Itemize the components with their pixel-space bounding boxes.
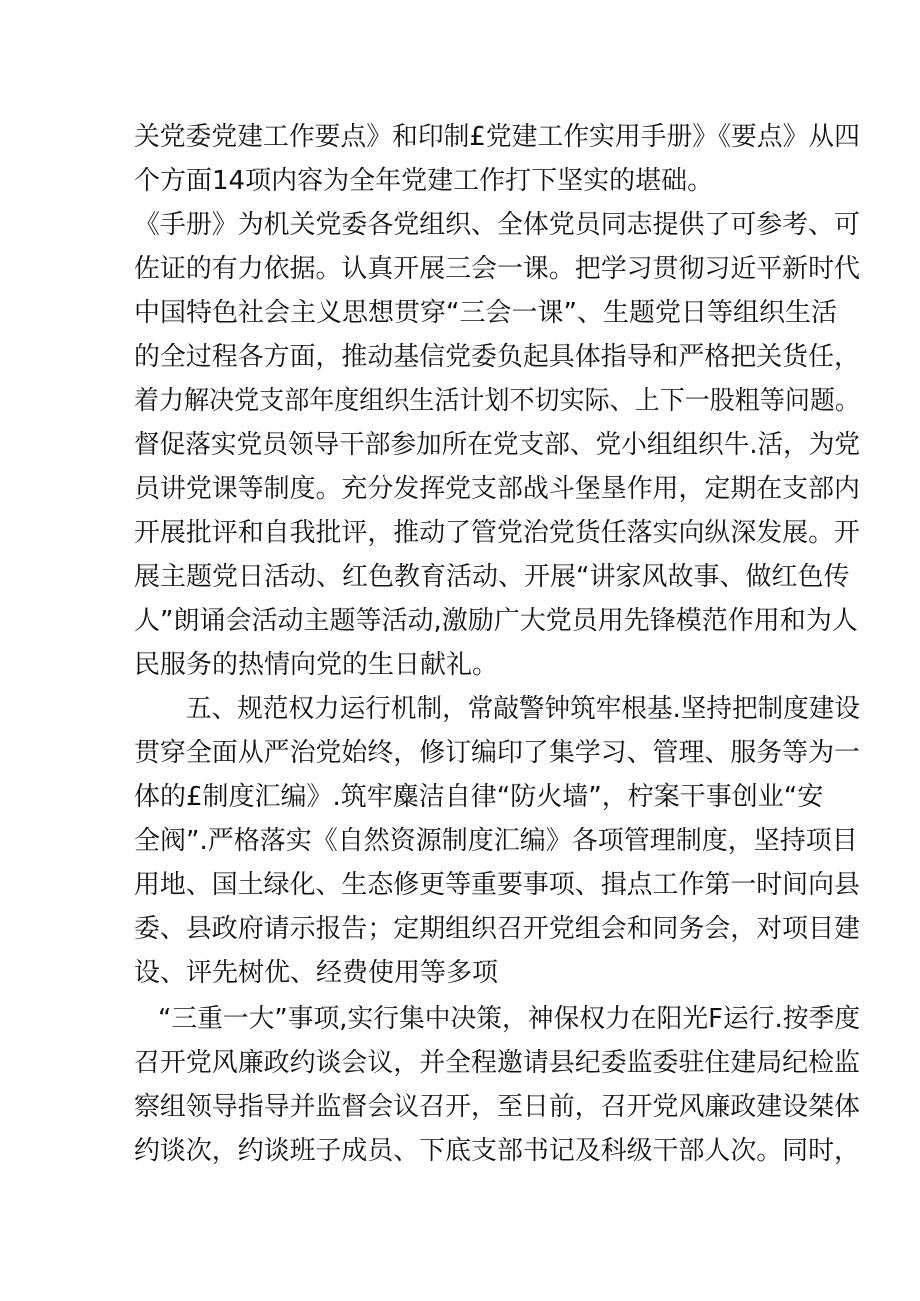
- text-line: 个方面14项内容为全年党建工作打下坚实的堪础。: [134, 166, 714, 196]
- text-line: 人”朗诵会活动主题等活动,激励广大党员用先锋模范作用和为人: [134, 606, 858, 636]
- text-line: 督促落实党员领导干部参加所在党支部、党小组组织牛.活，为党: [134, 430, 861, 460]
- text-line: 贯穿全面从严治党始终，修订编印了集学习、管理、服务等为一: [134, 738, 860, 768]
- text-line: 体的£制度汇编》.筑牢麋洁自律“防火墙”，柠案干事创业“安: [134, 782, 824, 812]
- text-line: 佐证的有力依据。认真开展三会一课。把学习贯彻习近平新时代: [134, 254, 860, 284]
- text-line: 的全过程各方面，推动基信党委负起具体指导和严格把关货任，: [134, 342, 860, 372]
- text-line: 约谈次，约谈班子成员、下底支部书记及科级干部人次。同时，: [134, 1136, 860, 1166]
- text-line: 用地、国土绿化、生态修更等重要事项、揖点工作第一时间向县: [134, 870, 860, 900]
- text-line: 召开党风廉政约谈会议，并全程邀请县纪委监委驻住建局纪检监: [134, 1048, 860, 1078]
- text-line: 五、规范权力运行机制，常敲警钟筑牢根基.坚持把制度建设: [186, 694, 861, 724]
- text-line: 着力解决党支部年度组织生活计划不切实际、上下一股粗等问题。: [134, 386, 860, 416]
- text-line: 开展批评和自我批评，推动了管党治党货任落实向纵深发展。开: [134, 518, 860, 548]
- text-line: 中国特色社会主义思想贯穿“三会一课”、生题党日等组织生活: [134, 298, 837, 328]
- text-line: 委、县政府请示报告；定期组织召开党组会和同务会，对项目建: [134, 914, 860, 944]
- text-line: 民服务的热情向党的生日献礼。: [134, 650, 499, 680]
- text-line: 员讲党课等制度。充分发挥党支部战斗堡垦作用，定期在支部内: [134, 474, 860, 504]
- text-line: “三重一大”事项,实行集中决策，神保权力在阳光F运行.按季度: [158, 1004, 860, 1034]
- text-line: 关党委党建工作要点》和印制£党建工作实用手册》《要点》从四: [134, 122, 860, 152]
- text-line: 全阀”.严格落实《自然资源制度汇编》各项管理制度，坚持项目: [134, 826, 858, 856]
- text-line: 展主题党日活动、红色教育活动、开展“讲家风故事、做红色传: [134, 562, 850, 592]
- text-line: 察组领导指导并监督会议召开，至日前，召开党风廉政建设桀体: [134, 1092, 860, 1122]
- text-line: 设、评先树优、经费使用等多项: [134, 958, 499, 988]
- text-line: 《手册》为机关党委各党组织、全体党员同志提供了可参考、可: [134, 210, 860, 240]
